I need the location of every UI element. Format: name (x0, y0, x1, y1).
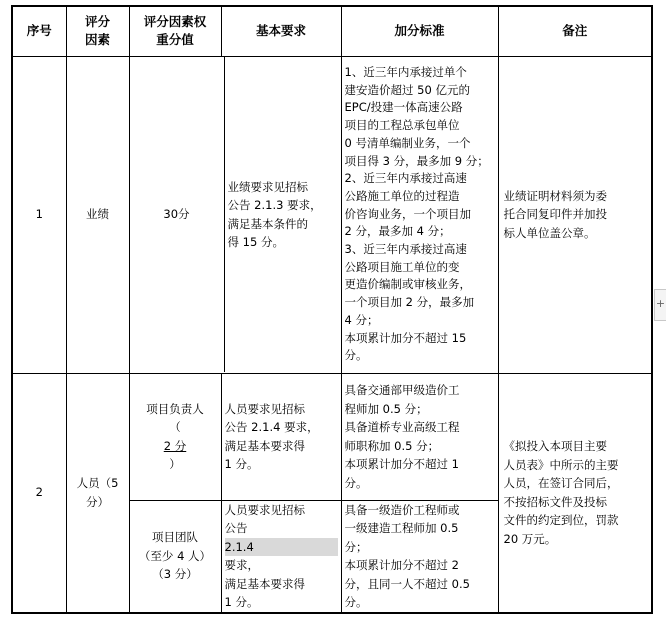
row1-factor: 业绩 (66, 56, 129, 373)
header-seq: 序号 (12, 6, 66, 56)
row1-basic: 业绩要求见招标 公告 2.1.3 要求， 满足基本条件的 得 15 分。 (227, 179, 322, 249)
row2-remark: 《拟投入本项目主要 人员表》中所示的主要 人员，在签订合同后， 不按招标文件及投标 文件的约定到位，罚款 20 万元。 (498, 373, 652, 613)
plus-icon: + (655, 297, 666, 310)
side-expand-handle[interactable] (654, 289, 666, 321)
row2-sub1-basic: 人员要求见招标 公告 2.1.4 要求， 满足基本要求得 1 分。 (221, 373, 341, 500)
header-remark: 备注 (498, 6, 652, 56)
header-row (12, 6, 652, 56)
row2-sub1-bonus: 具备交通部甲级造价工 程师加 0.5 分； 具备道桥专业高级工程 师职称加 0.5 分； 本项累计加分不超过 1 分。 (341, 373, 498, 500)
header-basic: 基本要求 (221, 6, 341, 56)
header-factor: 评分 因素 (66, 6, 129, 56)
highlighted-clause: 2.1.4 (225, 538, 338, 557)
row-performance (12, 56, 652, 373)
row2-sub2-name: 项目团队 （至少 4 人） （3 分） (129, 500, 221, 613)
row2-sub2-bonus: 具备一级造价工程师或 一级建造工程师加 0.5 分； 本项累计加分不超过 2 分，且同一人不超过 0.5 分。 (341, 500, 498, 613)
row1-seq: 1 (12, 56, 66, 373)
row1-bonus: 1、近三年内承接过单个 建安造价超过 50 亿元的 EPC/投建一体高速公路 项目的工程总承包单位 0 号清单编制业务，一个 项目得 3 分，最多加 9 分； 2、近三年内承接过高速 公路施工单位的过程造 价咨询业务，一个项目加 2 分，最多加 4 分； 3、近三年内承接过高速 公路项目施工单位的变 更造价编制或审核业务， 一个项目加 2 分，最多加 4 分； 本项累计加分不超过 15 分。 (341, 56, 498, 373)
header-weight: 评分因素权 重分值 (129, 6, 221, 56)
row2-sub1-name: 项目负责人 （ 2 分 ） (129, 373, 221, 500)
row2-sub2-basic: 人员要求见招标 公告 2.1.4 要求， 满足基本要求得 1 分。 (221, 500, 341, 613)
row-personnel-leader (12, 373, 652, 500)
row1-remark: 业绩证明材料须为委 托合同复印件并加投 标人单位盖公章。 (498, 56, 652, 373)
header-bonus: 加分标准 (341, 6, 498, 56)
scoring-table (11, 5, 653, 614)
row1-weight: 30分 (130, 57, 225, 372)
row2-factor: 人员（5 分） (66, 373, 129, 613)
row2-seq: 2 (12, 373, 66, 613)
